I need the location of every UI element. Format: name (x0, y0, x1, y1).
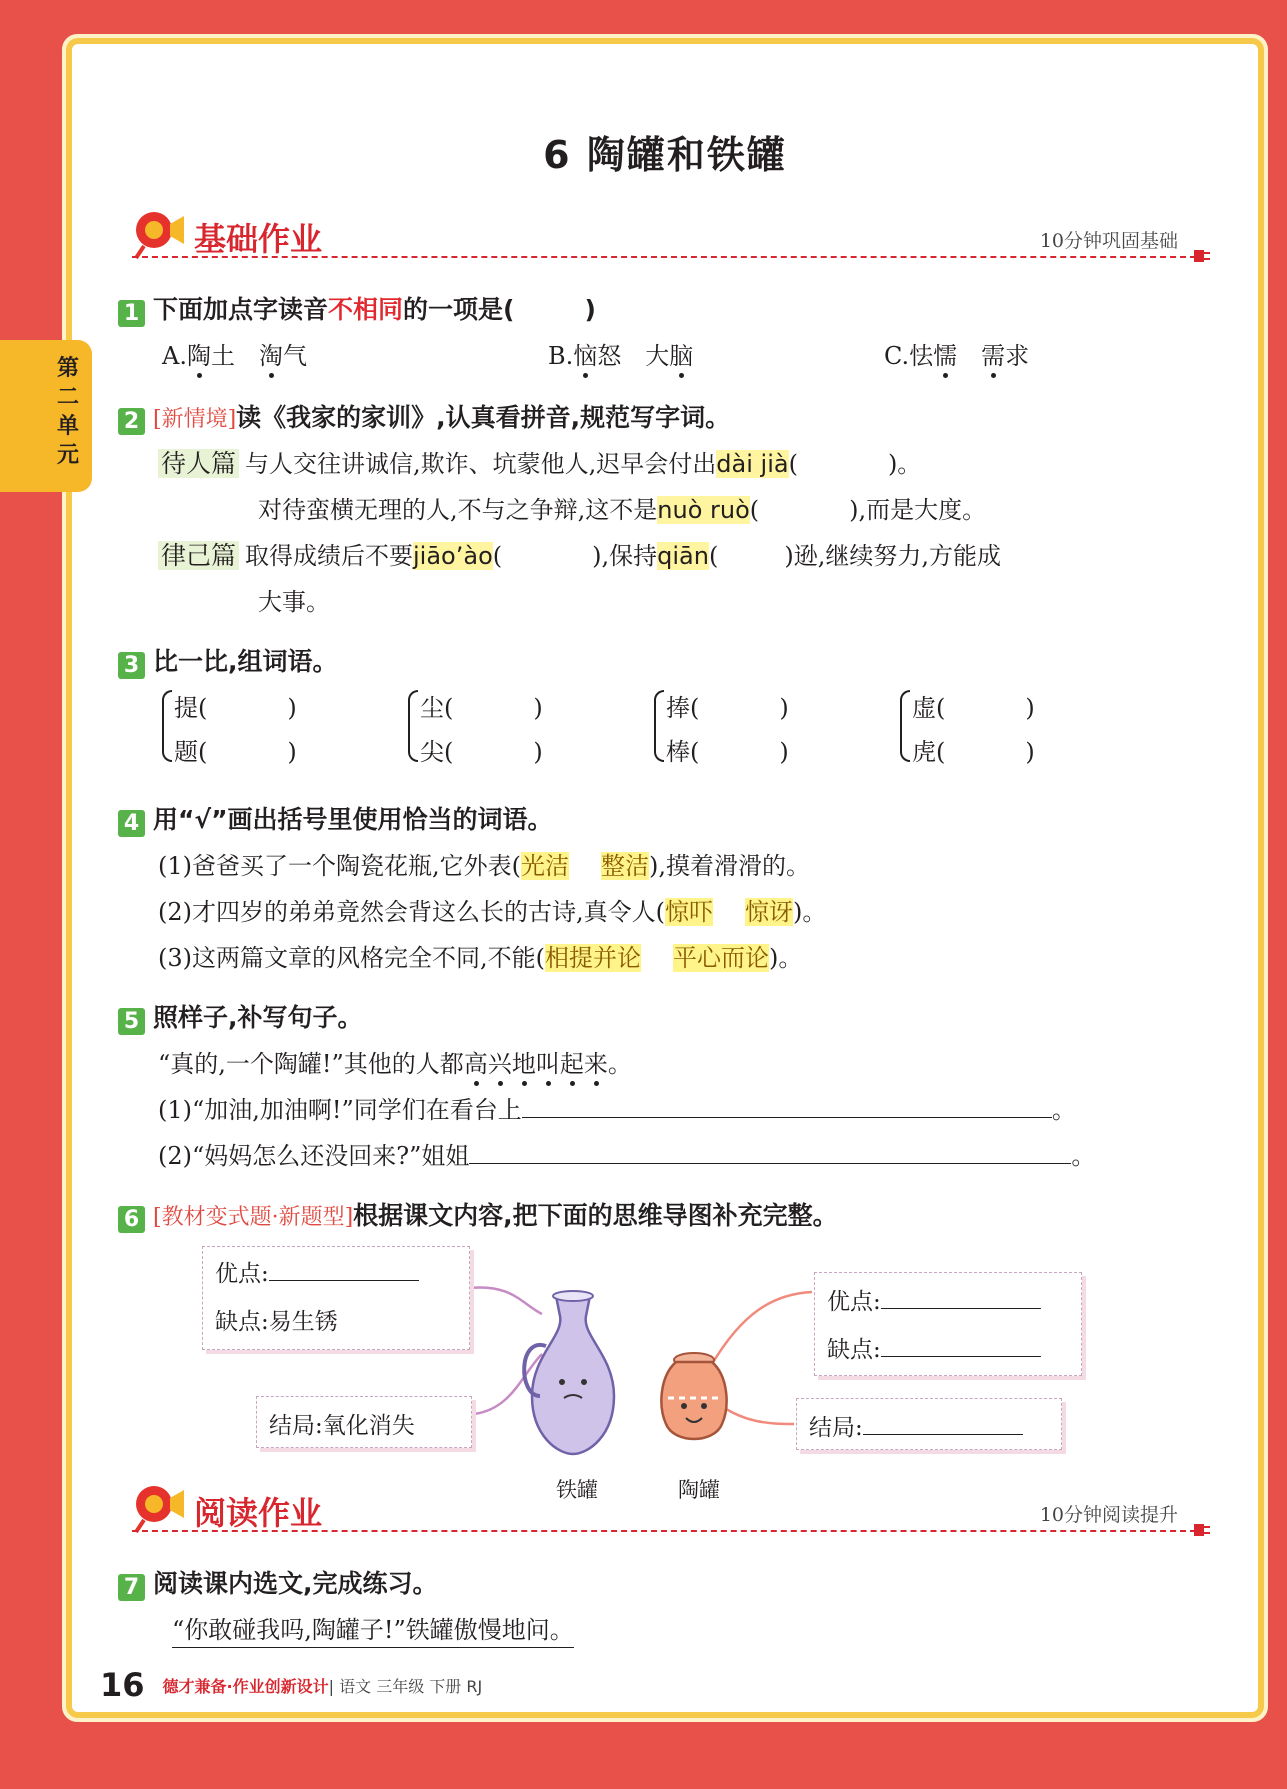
q4-item-3: (3)这两篇文章的风格完全不同,不能(相提并论 平心而论)。 (158, 944, 803, 972)
clay-jar-icon (654, 1346, 734, 1456)
section-subtitle: 10分钟阅读提升 (1039, 1504, 1178, 1526)
section-header-reading (118, 1486, 1228, 1536)
choice-option[interactable]: 平心而论 (673, 944, 769, 972)
answer-line[interactable] (269, 1280, 419, 1281)
section-subtitle: 10分钟巩固基础 (1039, 230, 1178, 252)
iron-jar-icon (518, 1286, 628, 1466)
footer-meta: | 语文 三年级 下册 RJ (328, 1677, 483, 1696)
clay-jar-label: 陶罐 (678, 1478, 720, 1502)
page-footer (100, 1666, 482, 1704)
q2-line-4: 大事。 (258, 588, 330, 616)
q6-text: 根据课文内容,把下面的思维导图补充完整。 (353, 1201, 838, 1230)
q1-text: 下面加点字读音 (153, 295, 329, 324)
footer-brand: 德才兼备·作业创新设计 (162, 1677, 329, 1696)
question-tag: [新情境] (153, 407, 237, 432)
answer-line[interactable] (469, 1163, 1071, 1164)
section-divider (132, 256, 1196, 258)
question-2 (118, 398, 730, 435)
section-label: 阅读作业 (194, 1494, 323, 1532)
question-6 (118, 1196, 838, 1233)
q1-text-c: ) (584, 295, 596, 324)
divider-endcap-icon (1194, 1524, 1210, 1536)
question-number: 3 (118, 652, 145, 679)
clay-pros-label: 优点: (827, 1289, 881, 1315)
pinyin: jiāo’ào (413, 542, 493, 570)
q4-item-1: (1)爸爸买了一个陶瓷花瓶,它外表(光洁 整洁),摸着滑滑的。 (158, 852, 810, 880)
q5-sentence-1: (1)“加油,加油啊!”同学们在看台上 。 (158, 1096, 1076, 1124)
answer-line[interactable] (881, 1308, 1041, 1309)
choice-option[interactable]: 整洁 (601, 852, 649, 880)
question-number: 6 (118, 1206, 145, 1233)
divider-endcap-icon (1194, 250, 1210, 262)
answer-line[interactable] (863, 1434, 1023, 1435)
question-7 (118, 1564, 438, 1601)
clay-cons-label: 缺点: (827, 1337, 881, 1363)
q7-quote: “你敢碰我吗,陶罐子!”铁罐傲慢地问。 (172, 1610, 574, 1648)
iron-ending-label: 结局:氧化消失 (269, 1413, 415, 1439)
q1-option-b[interactable]: B.恼怒 大脑 (548, 342, 694, 370)
question-number: 2 (118, 408, 145, 435)
question-5 (118, 998, 363, 1035)
question-number: 7 (118, 1574, 145, 1601)
iron-pros-label: 优点: (215, 1261, 269, 1287)
page-number: 16 (100, 1666, 145, 1704)
question-number: 4 (118, 810, 145, 837)
trumpet-icon (130, 206, 190, 262)
q2-line-3: 律己篇 取得成绩后不要jiāo’ào( ),保持qiān( )逊,继续努力,方能成 (158, 536, 1001, 572)
question-4 (118, 800, 553, 837)
section-label: 基础作业 (194, 220, 323, 258)
iron-ending-box (256, 1396, 472, 1448)
question-number: 5 (118, 1008, 145, 1035)
question-number: 1 (118, 300, 145, 327)
q1-option-a[interactable]: A.陶土 淘气 (162, 342, 307, 370)
trumpet-icon (130, 1480, 190, 1536)
pinyin: nuò ruò (657, 496, 750, 524)
q5-example: “真的,一个陶罐!”其他的人都高兴地叫起来。 (158, 1050, 632, 1078)
choice-option[interactable]: 相提并论 (545, 944, 641, 972)
label-treat-others: 待人篇 (158, 449, 239, 478)
q1-text-b: 的一项是( (403, 295, 515, 324)
answer-line[interactable] (881, 1356, 1041, 1357)
iron-traits-box (202, 1246, 470, 1350)
pinyin: qiān (657, 542, 709, 570)
question-3 (118, 642, 338, 679)
answer-line[interactable] (522, 1117, 1052, 1118)
unit-label: 第二单元 (56, 356, 79, 468)
clay-ending-box (796, 1398, 1062, 1450)
q3-text: 比一比,组词语。 (153, 647, 338, 676)
q2-line-2: 对待蛮横无理的人,不与之争辩,这不是nuò ruò( ),而是大度。 (258, 496, 987, 524)
iron-jar-label: 铁罐 (556, 1478, 598, 1502)
lesson-title: 6 陶罐和铁罐 (543, 133, 787, 177)
q4-item-2: (2)才四岁的弟弟竟然会背这么长的古诗,真令人(惊吓 惊讶)。 (158, 898, 827, 926)
q2-line-1: 待人篇 与人交往讲诚信,欺诈、坑蒙他人,迟早会付出dài jià( )。 (158, 444, 921, 480)
section-header-basic (118, 212, 1228, 262)
clay-ending-label: 结局: (809, 1415, 863, 1441)
q1-option-c[interactable]: C.怯懦 需求 (884, 342, 1030, 370)
choice-option[interactable]: 惊讶 (745, 898, 793, 926)
pinyin: dài jià (716, 450, 789, 478)
choice-option[interactable]: 光洁 (521, 852, 569, 880)
iron-cons-label: 缺点:易生锈 (215, 1309, 338, 1335)
clay-traits-box (814, 1272, 1082, 1376)
worksheet-page: 6 陶罐和铁罐 基础作业 10分钟巩固基础 1 下面加点字读音不相同的一项是( ) A.陶土 淘气 B.恼怒 大脑 C.怯懦 需求 2 [新情境]读《我家的家训》,认真看拼音,规范写字词。 待人篇 与人交往讲诚信,欺诈、坑蒙他人,迟早会付出dài jià( )。 对待蛮横无理的人,不与之争辩,这不是nuò ruò( ),而是大度。 律己篇 取得成绩后不要jiāo’ào( ),保持qiān( )逊,继续努力,方能成 大事。 3 比一比,组词语。 提( ) 题( ) 尘( ) 尖( ) 捧( ) 棒( ) 虚( ) 虎( ) 4 用“√”画出括号里使用恰当的词语。 (1)爸爸买了一个陶瓷花瓶,它外表(光洁 整洁),摸着滑滑的。 (2)才四岁的弟弟竟然会背这么长的古诗,真令人(惊吓 惊讶)。 (3)这两篇文章的风格完全不同,不能(相提并论 平心而论)。 5 照样子,补写句子。 “真的,一个陶罐!”其他的人都高兴地叫起来。 (1)“加油,加油啊!”同学们在看台上 。 (2)“妈妈怎么还没回来?”姐姐 。 6 [教材变式题·新题型]根据课文内容,把下面的思维导图补充完整。 优点: 缺点:易生锈 结局:氧化消失 铁罐 陶罐 优点: 缺点: 结局: 阅读作业 10分钟阅读提升 7 阅读课内选文,完成练习。 “你敢碰我吗,陶罐子!”铁罐傲慢地问。 16 德才兼备·作业创新设计| 语文 三年级 下册 RJ (72, 44, 1258, 1712)
q5-sentence-2: (2)“妈妈怎么还没回来?”姐姐 。 (158, 1142, 1096, 1170)
question-tag: [教材变式题·新题型] (153, 1205, 354, 1230)
q7-text: 阅读课内选文,完成练习。 (153, 1569, 438, 1598)
section-divider (132, 1530, 1196, 1532)
unit-side-tab (0, 340, 92, 492)
label-self-discipline: 律己篇 (158, 541, 239, 570)
q5-text: 照样子,补写句子。 (153, 1003, 363, 1032)
choice-option[interactable]: 惊吓 (665, 898, 713, 926)
question-1 (118, 290, 596, 327)
q2-text: 读《我家的家训》,认真看拼音,规范写字词。 (236, 403, 731, 432)
q4-text: 用“√”画出括号里使用恰当的词语。 (153, 805, 553, 834)
q1-emphasis: 不相同 (328, 295, 404, 324)
